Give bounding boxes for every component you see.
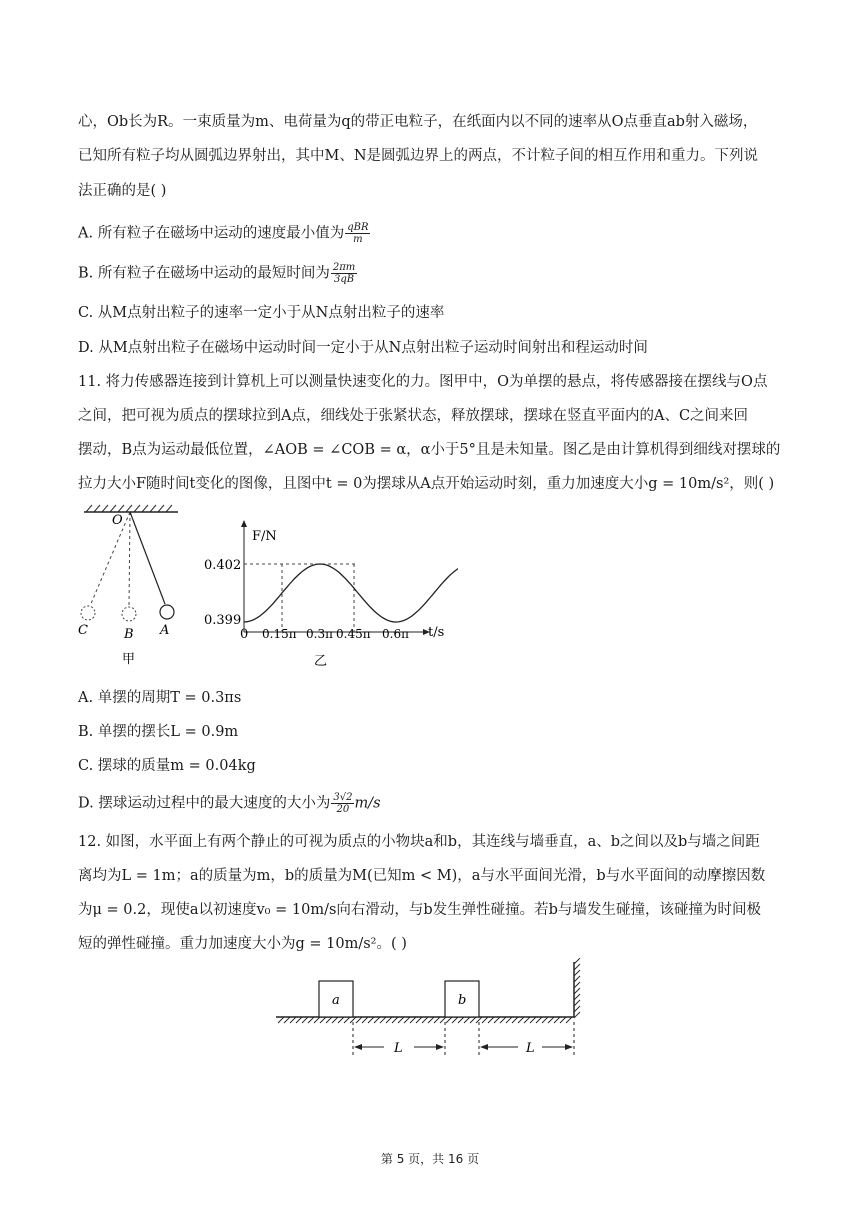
q12-line1: 12. 如图，水平面上有两个静止的可视为质点的小物块a和b，其连线与墙垂直，a、b之间以及b与墙之间距	[78, 834, 760, 850]
q10-option-b-text: B. 所有粒子在磁场中运动的最短时间为	[78, 265, 330, 282]
q10-option-a-text: A. 所有粒子在磁场中运动的速度最小值为	[78, 225, 345, 242]
q10-option-b-fraction	[331, 262, 357, 285]
q11-line3: 摆动，B点为运动最低位置，∠AOB = ∠COB = α，α小于5°且是未知量。图乙是由计算机得到细线对摆球的	[78, 442, 781, 458]
q11-option-d	[78, 792, 381, 815]
wall-hatch	[574, 958, 580, 1018]
label-O: O	[112, 513, 123, 528]
x-tick-label-015pi: 0.15π	[262, 627, 297, 641]
distance-label-2: L	[526, 1041, 535, 1056]
ball-A	[160, 605, 174, 619]
q10-option-a-fraction	[345, 222, 370, 245]
q10-line3: 法正确的是( )	[78, 183, 167, 199]
fraction-numerator: 3√2	[333, 792, 353, 803]
q10-line2: 已知所有粒子均从圆弧边界射出，其中M、N是圆弧边界上的两点，不计粒子间的相互作用和重力。下列说	[78, 148, 759, 164]
pendulum-figure	[78, 502, 188, 672]
q10-option-c: C. 从M点射出粒子的速率一定小于从N点射出粒子的速率	[78, 305, 445, 321]
figure-caption-yi: 乙	[314, 654, 328, 669]
x-tick-label-045pi: 0.45π	[336, 627, 371, 641]
q12-line3: 为μ = 0.2，现使a以初速度v₀ = 10m/s向右滑动，与b发生弹性碰撞。若b与墙发生碰撞，该碰撞为时间极	[78, 902, 761, 918]
q10-option-b	[78, 262, 357, 285]
q11-option-b: B. 单摆的摆长L = 0.9m	[78, 724, 239, 740]
q11-option-c: C. 摆球的质量m = 0.04kg	[78, 758, 256, 774]
q11-option-d-text: D. 摆球运动过程中的最大速度的大小为	[78, 795, 331, 812]
fraction-numerator: 2πm	[332, 262, 356, 273]
block-a-label: a	[332, 993, 340, 1008]
q10-option-d: D. 从M点射出粒子在磁场中运动时间一定小于从N点射出粒子运动时间射出和程运动时间	[78, 340, 648, 356]
force-curve	[244, 564, 458, 622]
fraction-denominator: 20	[336, 804, 350, 815]
ball-C	[81, 606, 95, 620]
q12-line2: 离均为L = 1m；a的质量为m，b的质量为M(已知m < M)，a与水平面间光滑，b与水平面间的动摩擦因数	[78, 868, 766, 884]
q11-line1: 11. 将力传感器连接到计算机上可以测量快速变化的力。图甲中，O为单摆的悬点，将传感器接在摆线与O点	[78, 374, 768, 390]
fraction-numerator: qBR	[347, 222, 369, 233]
q12-line4: 短的弹性碰撞。重力加速度大小为g = 10m/s²。( )	[78, 936, 407, 952]
y-axis-arrow	[241, 520, 247, 527]
label-C: C	[78, 623, 88, 638]
y-tick-label-0402: 0.402	[204, 558, 242, 573]
label-B: B	[124, 627, 134, 642]
figure-caption-jia: 甲	[122, 652, 136, 667]
string-to-C	[90, 512, 130, 606]
string-to-A	[130, 512, 165, 604]
y-axis-label: F/N	[252, 529, 277, 544]
q10-line1: 心，Ob长为R。一束质量为m、电荷量为q的带正电粒子，在纸面内以不同的速率从O点垂直ab射入磁场，	[78, 114, 758, 130]
fraction-denominator: 3qB	[334, 274, 355, 285]
distance-label-1: L	[394, 1041, 403, 1056]
force-time-chart	[198, 520, 458, 670]
q10-option-a	[78, 222, 370, 245]
fraction-denominator: m	[353, 234, 363, 245]
q11-line2: 之间，把可视为质点的摆球拉到A点，细线处于张紧状态，释放摆球，摆球在竖直平面内的A、C之间来回	[78, 408, 749, 424]
block-b-label: b	[458, 993, 467, 1008]
string-to-B	[129, 512, 130, 606]
q11-line4: 拉力大小F随时间t变化的图像，且图中t = 0为摆球从A点开始运动时刻，重力加速度大小g = 10m/s²，则( )	[78, 476, 775, 492]
label-A: A	[160, 623, 170, 638]
floor-hatch	[278, 1017, 572, 1023]
ball-B	[122, 607, 136, 621]
q11-option-d-fraction	[331, 792, 354, 815]
q11-option-d-unit: m/s	[354, 795, 381, 812]
x-tick-label-06pi: 0.6π	[382, 627, 409, 641]
x-tick-label-03pi: 0.3π	[306, 627, 333, 641]
blocks-wall-figure	[270, 958, 590, 1068]
x-axis-label: t/s	[428, 625, 445, 640]
q11-option-a: A. 单摆的周期T = 0.3πs	[78, 690, 242, 706]
y-tick-label-0399: 0.399	[204, 613, 242, 628]
page-footer: 第 5 页，共 16 页	[380, 1152, 480, 1166]
force-series	[244, 564, 458, 622]
x-tick-label-0: 0	[240, 627, 249, 642]
ceiling-hatch	[84, 505, 178, 512]
